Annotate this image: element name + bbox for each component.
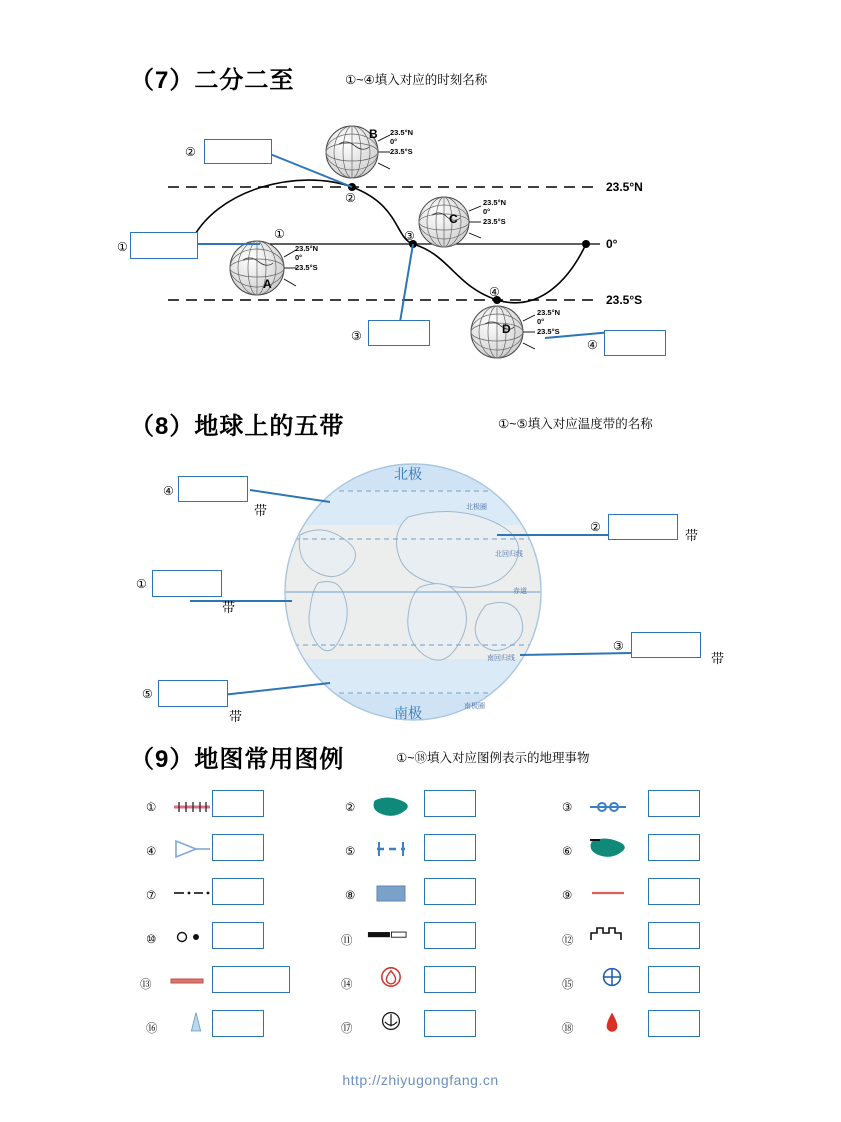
answer-blank-8-1[interactable] xyxy=(152,570,222,597)
anchor-port-icon xyxy=(369,1008,413,1034)
blank-suffix-8-1: 带 xyxy=(222,600,236,615)
answer-blank-9-11[interactable] xyxy=(424,922,476,949)
answer-blank-9-13[interactable] xyxy=(212,966,290,993)
blank-number-8-4: ④ xyxy=(163,484,174,498)
globe-label-b: B xyxy=(369,127,378,141)
orbit-point-3: ③ xyxy=(404,229,415,243)
dam-icon xyxy=(170,836,214,862)
answer-blank-8-5[interactable] xyxy=(158,680,228,707)
section-9-title: （9）地图常用图例 xyxy=(130,746,345,773)
section-8-title: （8）地球上的五带 xyxy=(130,413,345,440)
answer-blank-7-2[interactable] xyxy=(204,139,272,164)
globe-line-arctic-circle: 北极圈 xyxy=(466,504,487,511)
bridge-icon xyxy=(586,794,630,820)
section-9-note: ①~⑱填入对应图例表示的地理事物 xyxy=(396,751,590,765)
blank-number-8-2: ② xyxy=(590,520,601,534)
answer-blank-9-16[interactable] xyxy=(212,1010,264,1037)
axis-label-tropic-north: 23.5°N xyxy=(606,180,643,194)
airport-icon xyxy=(590,964,634,990)
legend-number-8: ⑧ xyxy=(345,890,356,902)
answer-blank-9-15[interactable] xyxy=(648,966,700,993)
blank-suffix-8-5: 带 xyxy=(229,709,243,724)
answer-blank-9-8[interactable] xyxy=(424,878,476,905)
railway-icon xyxy=(170,794,214,820)
answer-blank-9-4[interactable] xyxy=(212,834,264,861)
axis-label-equator: 0° xyxy=(606,237,618,251)
blank-number-7-4: ④ xyxy=(587,338,598,352)
blank-suffix-8-4: 带 xyxy=(254,503,268,518)
rectangle-block-icon xyxy=(369,880,413,906)
legend-number-1: ① xyxy=(146,802,157,814)
answer-blank-7-3[interactable] xyxy=(368,320,430,346)
legend-number-10: ⑩ xyxy=(146,934,157,946)
blank-number-8-5: ⑤ xyxy=(142,687,153,701)
legend-number-15: ⑮ xyxy=(562,979,574,991)
section-7-note: ①~④填入对应的时刻名称 xyxy=(345,73,488,87)
blank-suffix-8-3: 带 xyxy=(711,651,725,666)
blank-number-7-2: ② xyxy=(185,145,196,159)
section-8-diagram xyxy=(0,455,841,730)
answer-blank-8-2[interactable] xyxy=(608,514,678,540)
legend-number-12: ⑫ xyxy=(562,935,574,947)
legend-number-9: ⑨ xyxy=(562,890,573,902)
legend-number-3: ③ xyxy=(562,802,573,814)
globe-c-ticks: 23.5°N 0° 23.5°S xyxy=(483,198,507,226)
globe-b-ticks: 23.5°N 0° 23.5°S xyxy=(390,128,414,156)
answer-blank-9-6[interactable] xyxy=(648,834,700,861)
answer-blank-8-4[interactable] xyxy=(178,476,248,502)
answer-blank-9-12[interactable] xyxy=(648,922,700,949)
section-8-note: ①~⑤填入对应温度带的名称 xyxy=(498,417,653,431)
legend-number-13: ⑬ xyxy=(140,979,152,991)
legend-number-4: ④ xyxy=(146,846,157,858)
answer-blank-9-3[interactable] xyxy=(648,790,700,817)
globe-line-equator: 赤道 xyxy=(513,588,527,595)
answer-blank-9-2[interactable] xyxy=(424,790,476,817)
oil-field-icon xyxy=(369,964,413,990)
legend-number-16: ⑯ xyxy=(146,1023,158,1035)
legend-number-18: ⑱ xyxy=(562,1023,574,1035)
footer-url: http://zhiyugongfang.cn xyxy=(342,1072,499,1088)
answer-blank-9-18[interactable] xyxy=(648,1010,700,1037)
legend-number-7: ⑦ xyxy=(146,890,157,902)
north-pole-label: 北极 xyxy=(394,466,422,482)
legend-grid xyxy=(0,782,841,1052)
road-icon xyxy=(586,880,630,906)
answer-blank-8-3[interactable] xyxy=(631,632,701,658)
globe-d-ticks: 23.5°N 0° 23.5°S xyxy=(537,308,561,336)
answer-blank-9-14[interactable] xyxy=(424,966,476,993)
globe-line-antarctic-circle: 南极圈 xyxy=(464,703,485,710)
blank-number-8-3: ③ xyxy=(613,639,624,653)
globe-line-tropic-capricorn: 南回归线 xyxy=(487,655,515,662)
blank-suffix-8-2: 带 xyxy=(685,528,699,543)
answer-blank-9-17[interactable] xyxy=(424,1010,476,1037)
globe-label-d: D xyxy=(502,322,511,336)
orbit-point-2: ② xyxy=(345,191,356,205)
runway-icon xyxy=(365,922,409,948)
axis-label-tropic-south: 23.5°S xyxy=(606,293,643,307)
globe-label-a: A xyxy=(263,277,272,291)
coal-mine-icon xyxy=(590,1008,634,1034)
reservoir-icon xyxy=(586,834,630,860)
earth-zones-svg xyxy=(0,455,841,730)
legend-number-11: ⑪ xyxy=(341,935,353,947)
legend-number-5: ⑤ xyxy=(345,846,356,858)
globe-line-tropic-cancer: 北回归线 xyxy=(495,551,523,558)
section-7-title: （7）二分二至 xyxy=(130,67,295,94)
globe-a-ticks: 23.5°N 0° 23.5°S xyxy=(295,244,319,272)
answer-blank-7-4[interactable] xyxy=(604,330,666,356)
orbit-point-1: ① xyxy=(274,227,285,241)
orbit-point-4: ④ xyxy=(489,285,500,299)
legend-number-14: ⑭ xyxy=(341,979,353,991)
tunnel-icon xyxy=(369,836,413,862)
wells-icon xyxy=(170,924,214,950)
legend-number-17: ⑰ xyxy=(341,1023,353,1035)
legend-number-6: ⑥ xyxy=(562,846,573,858)
great-wall-icon xyxy=(586,922,630,948)
blank-number-7-3: ③ xyxy=(351,329,362,343)
globe-label-c: C xyxy=(449,212,458,226)
highway-icon xyxy=(166,968,210,994)
blank-number-8-1: ① xyxy=(136,577,147,591)
answer-blank-9-10[interactable] xyxy=(212,922,264,949)
lake-icon xyxy=(369,792,413,818)
legend-number-2: ② xyxy=(345,802,356,814)
south-pole-label: 南极 xyxy=(394,705,422,721)
answer-blank-9-5[interactable] xyxy=(424,834,476,861)
answer-blank-7-1[interactable] xyxy=(130,232,198,259)
boundary-icon xyxy=(170,880,214,906)
answer-blank-9-7[interactable] xyxy=(212,878,264,905)
answer-blank-9-1[interactable] xyxy=(212,790,264,817)
answer-blank-9-9[interactable] xyxy=(648,878,700,905)
blank-number-7-1: ① xyxy=(117,240,128,254)
